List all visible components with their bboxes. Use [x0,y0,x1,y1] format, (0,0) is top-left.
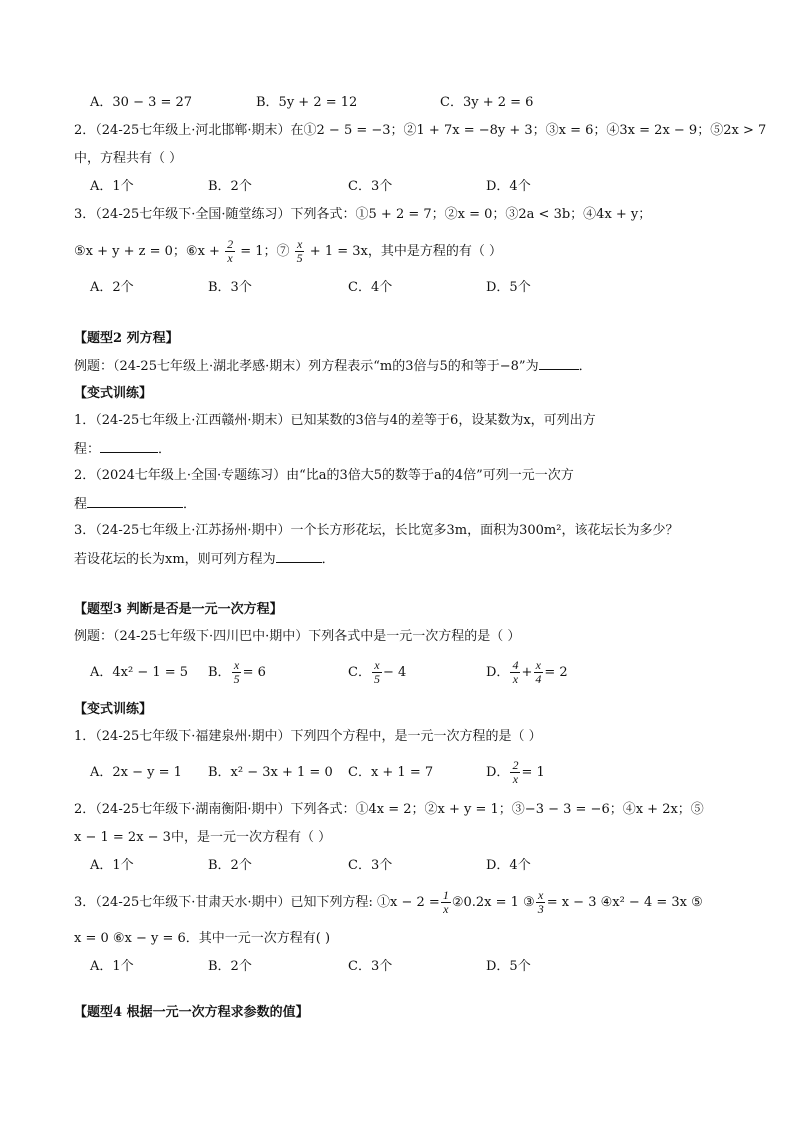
s3-q3-line2: x = 0 ⑥x − y = 6．其中一元一次方程有( ) [74,931,331,946]
s3-q1-line1: 1．（24-25七年级下·福建泉州·期中）下列四个方程中，是一元一次方程的是（ ） [74,729,542,744]
s3-ex-d-fraction-1-numerator: 4 [512,658,519,672]
s2-practice-heading: 【变式训练】 [74,386,153,401]
s3-q3-fraction-1-numerator: 1 [442,888,449,902]
prev-question-option-b: B．5y + 2 = 12 [256,95,358,110]
prev-question-option-a: A．30 − 3 = 27 [90,95,193,110]
s3-ex-d-fraction-2-denominator: 4 [535,672,542,686]
s3-example-option-a: A．4x² − 1 = 5 [90,665,189,680]
s2-q1-end: ． [158,442,172,457]
s3-example-option-c [348,656,406,690]
s3-q1-option-b: B．x² − 3x + 1 = 0 [208,765,333,780]
s1-q3-option-d: D．5个 [486,280,531,295]
s3-q3-line1-part-b: ②0.2x = 1 ③ [451,895,535,910]
s3-q3-fraction-1-denominator: x [443,902,449,916]
s3-q1-d-denominator: x [512,772,519,786]
s3-q1-d-fraction [510,759,520,786]
s3-example: 例题：（24-25七年级下·四川巴中·期中）下列各式中是一元一次方程的是（ ） [74,629,521,644]
s3-ex-c-prefix: C． [348,665,371,680]
s1-q3-fraction-2 [295,238,305,265]
s3-q3-option-c: C．3个 [348,959,393,974]
s2-example-end: ． [578,359,592,374]
s1-q3-line1: 3．（24-25七年级下·全国·随堂练习）下列各式：①5 + 2 = 7；②x = 0；③2a < 3b；④4x + y； [74,207,652,222]
s1-q3-line2 [74,238,502,266]
s3-q3-line1 [74,888,703,918]
s2-q1-line1: 1．（24-25七年级上·江西赣州·期末）已知某数的3倍与4的差等于6，设某数为x，可列出方 [74,413,596,428]
s1-q3-option-c: C．4个 [348,280,393,295]
s1-q3-option-b: B．3个 [208,280,252,295]
s1-q3-option-a: A．2个 [90,280,134,295]
s3-ex-b-numerator: x [233,658,240,672]
s1-q2-line1: 2．（24-25七年级上·河北邯郸·期末）在①2 − 5 = −3；②1 + 7x = −8y + 3；③x = 6；④3x = 2x − 9；⑤2x > 7 [74,123,767,138]
s3-q1-d-prefix: D． [486,765,510,780]
s3-ex-d-fraction-1 [510,659,520,686]
s3-q2-option-c: C．3个 [348,858,393,873]
s3-ex-d-fraction-2-numerator: x [535,658,541,672]
s1-q2-option-c: C．3个 [348,179,393,194]
s2-q1-line2-text: 程： [74,442,101,457]
s3-q3-fraction-2-numerator: x [538,888,544,902]
s3-q1-option-c: C．x + 1 = 7 [348,765,434,780]
s2-q2-end: ． [183,497,197,512]
s3-ex-c-fraction [372,659,382,686]
s2-example-text: 例题：（24-25七年级上·湖北孝感·期末）列方程表示“m的3倍与5的和等于−8”为 [74,359,539,374]
s2-q2-line2-text: 程 [74,497,88,512]
s3-q3-line1-part-a: 3．（24-25七年级下·甘肃天水·期中）已知下列方程: ①x − 2 = [74,895,440,910]
s3-q3-option-d: D．5个 [486,959,531,974]
s4-heading: 【题型4 根据一元一次方程求参数的值】 [74,1005,309,1020]
s3-q3-fraction-2 [536,889,546,916]
s2-heading: 【题型2 列方程】 [74,331,179,346]
s3-ex-b-denominator: 5 [233,672,240,686]
s3-ex-d-fraction-2 [533,659,543,686]
s1-q3-fraction-1 [225,238,235,265]
s1-q3-fraction-1-numerator: 2 [227,237,234,251]
s3-q3-fraction-1 [441,889,451,916]
s3-ex-d-suffix: = 2 [544,665,568,680]
s3-q3-option-a: A．1个 [90,959,134,974]
s2-q3-line2-text: 若设花坛的长为xm，则可列方程为 [74,552,276,567]
s3-ex-b-prefix: B． [208,665,231,680]
s3-q1-d-suffix: = 1 [521,765,545,780]
s3-ex-c-denominator: 5 [373,672,380,686]
s2-q3-line1: 3．（24-25七年级上·江苏扬州·期中）一个长方形花坛，长比宽多3m，面积为300m²，该花坛长为多少？ [74,523,679,538]
s3-q2-option-b: B．2个 [208,858,252,873]
s2-q3-end: ． [321,552,335,567]
s3-ex-b-suffix: = 6 [242,665,266,680]
s3-q2-line2: x − 1 = 2x − 3中，是一元一次方程有（ ） [74,830,332,845]
s3-heading: 【题型3 判断是否是一元一次方程】 [74,602,283,617]
s3-q3-option-b: B．2个 [208,959,252,974]
s3-q3-fraction-2-denominator: 3 [537,902,544,916]
s3-ex-c-numerator: x [374,658,380,672]
s2-q3-line2 [74,549,335,570]
s3-example-option-b [208,656,266,690]
s2-q2-blank[interactable] [87,494,183,508]
s3-example-option-d [486,656,568,690]
s3-practice-heading: 【变式训练】 [74,702,153,717]
s2-example [74,356,592,377]
s3-ex-d-fraction-1-denominator: x [512,672,519,686]
s3-ex-d-prefix: D． [486,665,510,680]
s3-q1-option-d [486,756,545,790]
s3-q2-option-a: A．1个 [90,858,134,873]
s3-q1-d-numerator: 2 [512,758,519,772]
s3-q3-line1-part-c: = x − 3 ④x² − 4 = 3x ⑤ [546,895,703,910]
s3-ex-b-fraction [232,659,242,686]
s1-q3-fraction-2-denominator: 5 [296,251,303,265]
s2-q3-blank[interactable] [276,549,322,563]
s1-q2-option-b: B．2个 [208,179,252,194]
s1-q3-line2-part-b: = 1；⑦ [240,244,290,259]
s1-q2-option-a: A．1个 [90,179,134,194]
s1-q3-line2-part-c: + 1 = 3x，其中是方程的有（ ） [309,244,502,259]
s1-q3-fraction-2-numerator: x [296,237,303,251]
s3-q2-line1: 2．（24-25七年级下·湖南衡阳·期中）下列各式：①4x = 2；②x + y = 1；③−3 − 3 = −6；④x + 2x；⑤ [74,802,704,817]
prev-question-option-c: C．3y + 2 = 6 [440,95,534,110]
s1-q2-line2: 中，方程共有（ ） [74,151,183,166]
s2-q1-line2 [74,439,171,460]
s2-q2-line1: 2．（2024七年级上·全国·专题练习）由“比a的3倍大5的数等于a的4倍”可列一元一次方 [74,468,574,483]
s1-q3-fraction-1-denominator: x [227,251,233,265]
s2-q2-line2 [74,494,196,515]
s1-q2-option-d: D．4个 [486,179,531,194]
s1-q3-line2-part-a: ⑤x + y + z = 0；⑥x + [74,244,220,259]
s2-q1-blank[interactable] [100,439,158,453]
s3-q1-option-a: A．2x − y = 1 [90,765,182,780]
s3-q2-option-d: D．4个 [486,858,531,873]
s3-ex-d-plus: + [521,665,533,680]
s3-ex-c-suffix: − 4 [382,665,407,680]
s2-example-blank[interactable] [539,356,579,370]
